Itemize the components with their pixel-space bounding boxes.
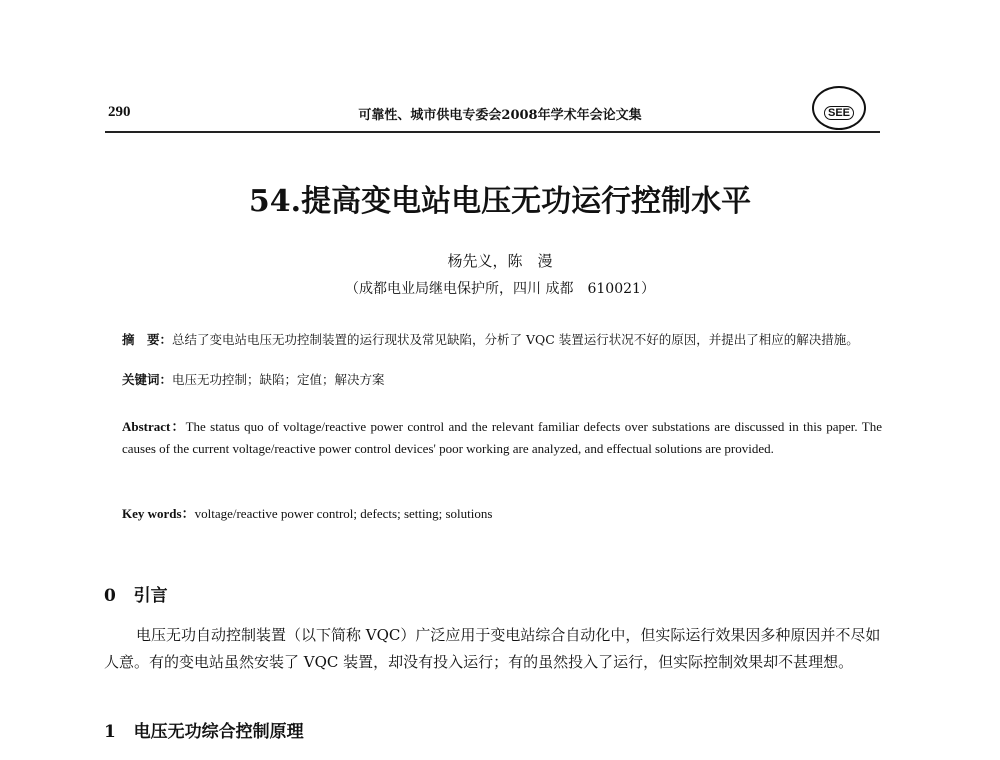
keywords-cn-text: 电压无功控制；缺陷；定值；解决方案	[172, 372, 385, 387]
logo-text: SEE	[824, 106, 854, 120]
keywords-cn	[122, 370, 385, 389]
section-title: 引言	[133, 586, 168, 606]
see-logo	[812, 86, 866, 130]
abstract-en	[122, 416, 882, 460]
affiliation: （成都电业局继电保护所，四川 成都 610021）	[345, 281, 655, 297]
abstract-en-label: Abstract：	[122, 419, 186, 434]
section-title: 电压无功综合控制原理	[133, 722, 304, 742]
abstract-cn	[122, 330, 882, 349]
keywords-en-label: Key words：	[122, 506, 195, 521]
paper-title: 54.提高变电站电压无功运行控制水平	[248, 184, 752, 219]
keywords-cn-label: 关键词：	[122, 372, 173, 387]
keywords-en-text: voltage/reactive power control; defects; setting; solutions	[194, 506, 493, 521]
abstract-cn-text: 总结了变电站电压无功控制装置的运行现状及常见缺陷，分析了 VQC 装置运行状况不好的原因，并提出了相应的解决措施。	[172, 332, 859, 347]
intro-paragraph: 电压无功自动控制装置（以下简称 VQC）广泛应用于变电站综合自动化中，但实际运行效果因多种原因并不尽如人意。有的变电站虽然安装了 VQC 装置，却没有投入运行；有的虽然投入了运行，但实际控制效果却不甚理想。	[104, 626, 881, 671]
header-rule	[105, 131, 880, 133]
section-number: 1	[104, 722, 116, 742]
abstract-en-text: The status quo of voltage/reactive power control and the relevant familiar defects over substations are discussed in this paper. The causes of the current voltage/reactive power control devices' poor working are analyzed, and effectual solutions are provided.	[122, 419, 882, 456]
keywords-en	[122, 503, 492, 525]
section-heading-0	[104, 581, 168, 606]
abstract-cn-label: 摘 要：	[122, 332, 173, 347]
page-number: 290	[108, 104, 131, 120]
section-heading-1	[104, 717, 304, 742]
authors: 杨先义，陈 漫	[447, 252, 553, 270]
running-header: 可靠性、城市供电专委会2008年学术年会论文集	[358, 108, 642, 123]
section-number: 0	[104, 586, 116, 606]
